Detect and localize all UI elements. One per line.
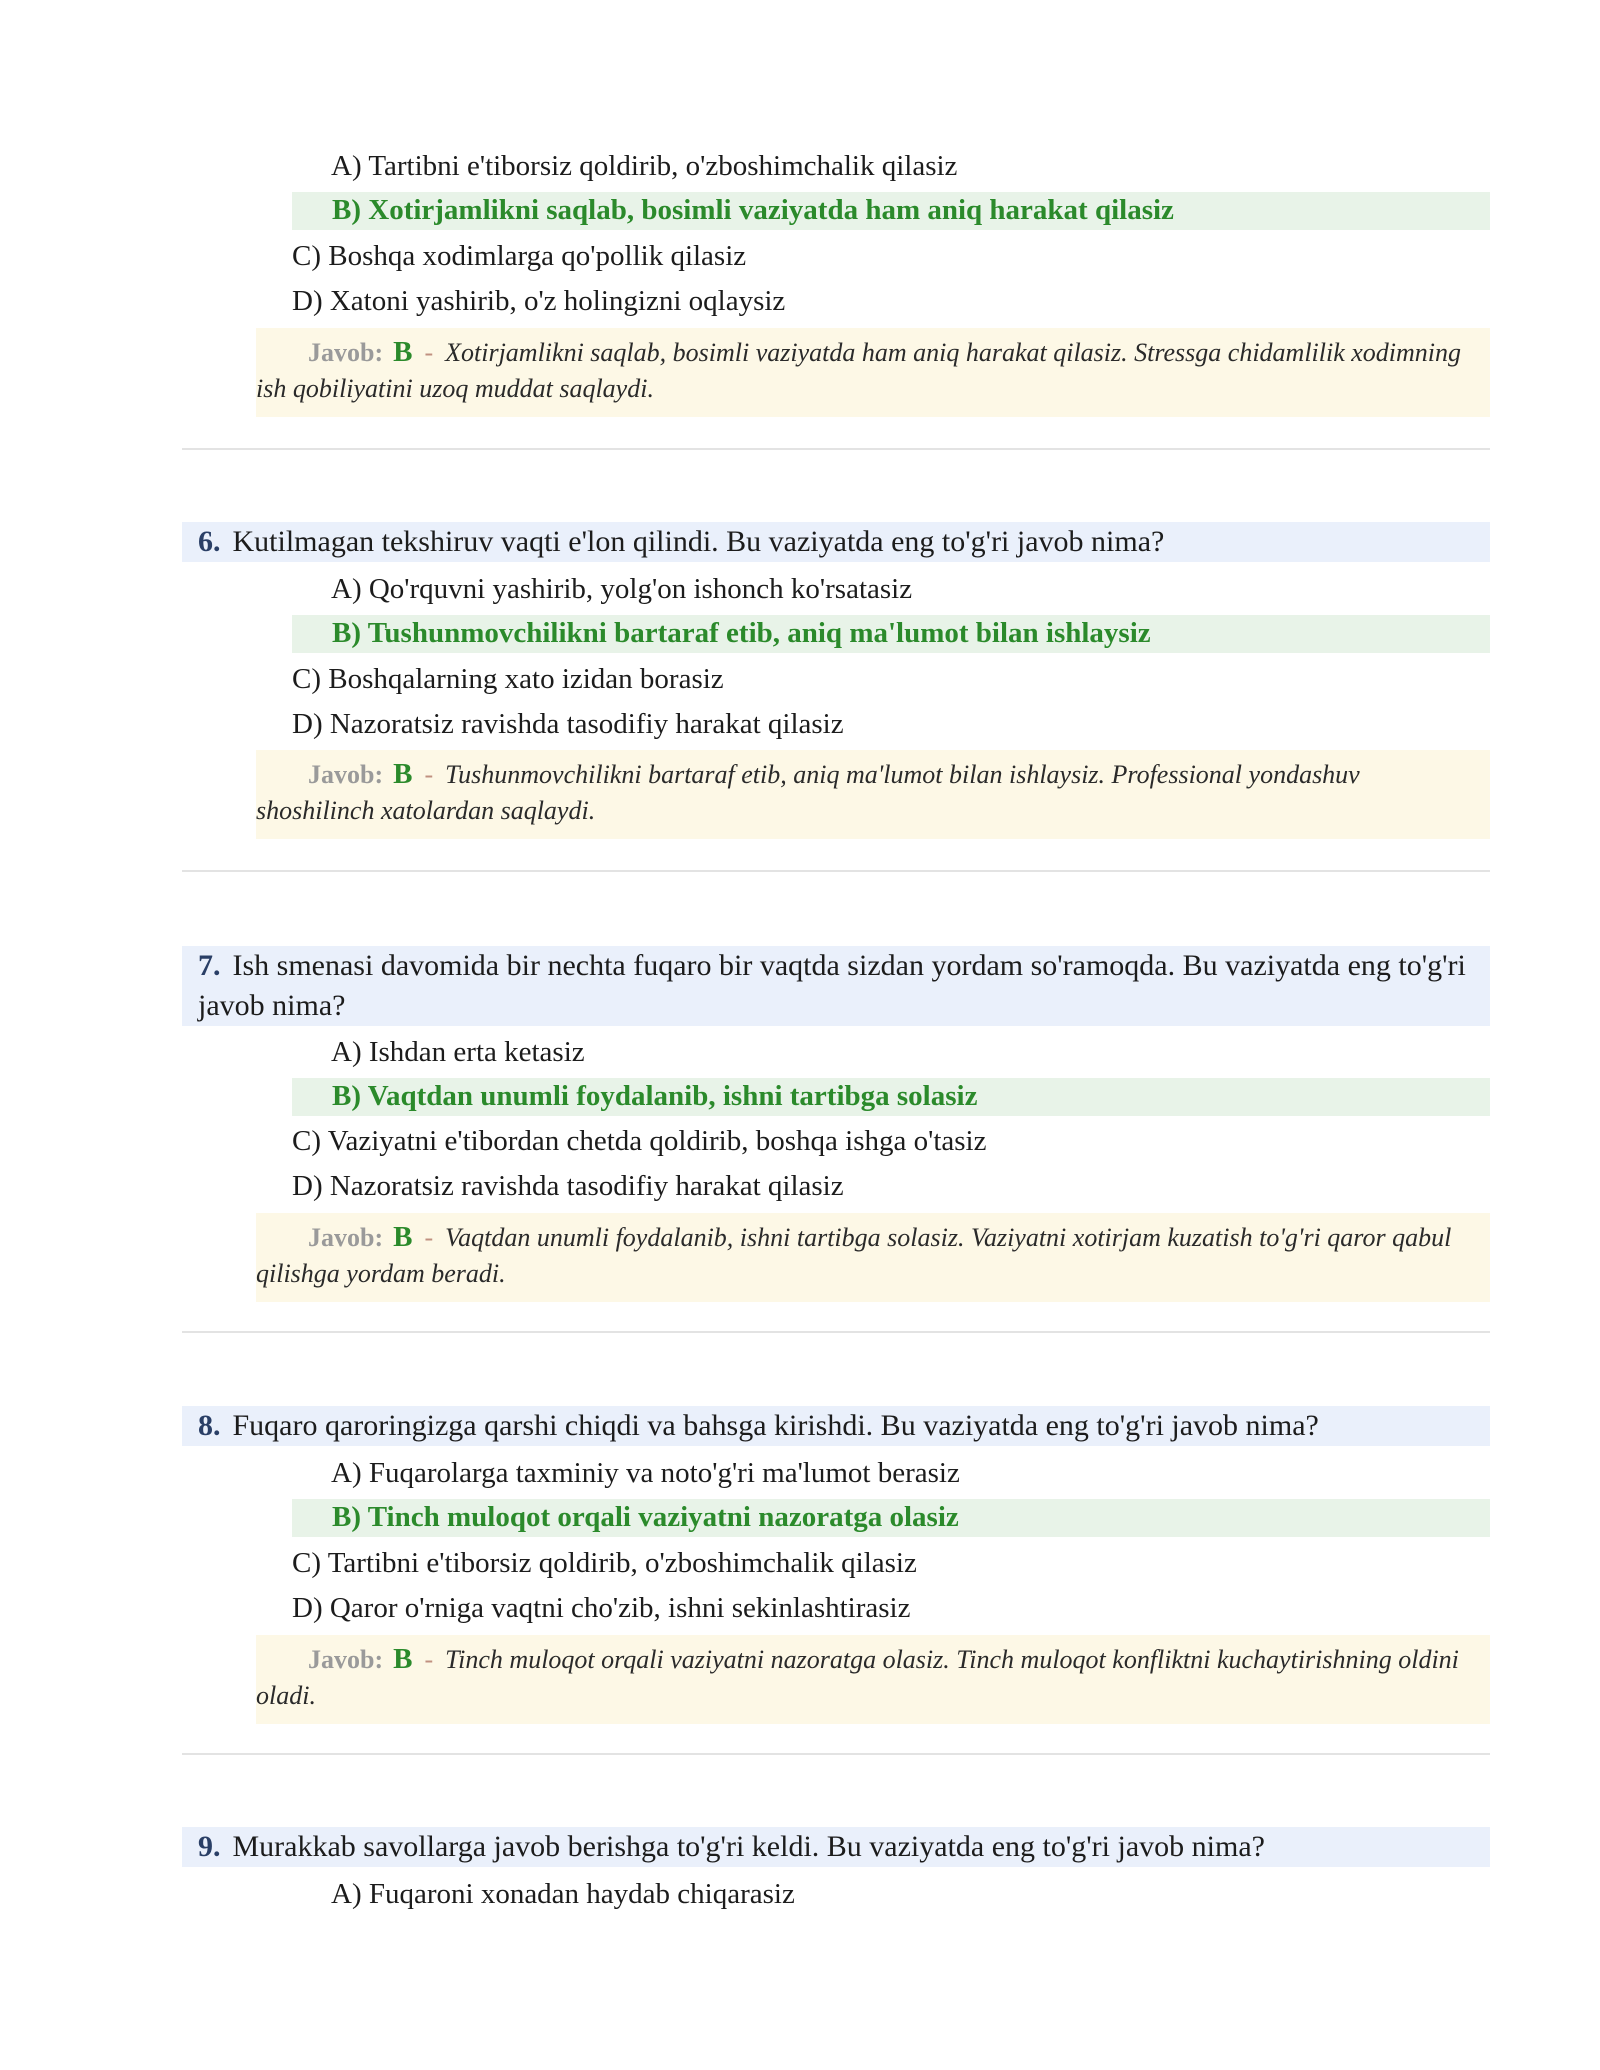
answer-explanation: Vaqtdan unumli foydalanib, ishni tartibga solasiz. Vaziyatni xotirjam kuzatish to'g'ri qaror qabul qilishga yordam beradi. [256,1223,1452,1288]
answer-box [256,328,1490,417]
option-b-correct: B) Tushunmovchilikni bartaraf etib, aniq ma'lumot bilan ishlaysiz [292,615,1490,653]
option-c: C) Boshqalarning xato izidan borasiz [292,663,724,695]
section-divider [182,1753,1490,1755]
answer-label: Javob: [308,1223,384,1252]
option-a: A) Fuqaroni xonadan haydab chiqarasiz [331,1878,795,1910]
question-8 [182,1406,1490,1446]
answer-letter: B [393,1643,413,1675]
option-b-correct: B) Vaqtdan unumli foydalanib, ishni tartibga solasiz [292,1078,1490,1116]
answer-explanation: Tinch muloqot orqali vaziyatni nazoratga olasiz. Tinch muloqot konfliktni kuchaytirishning oldini oladi. [256,1645,1459,1710]
section-divider [182,448,1490,450]
answer-box [256,1213,1490,1302]
option-c: C) Boshqa xodimlarga qo'pollik qilasiz [292,240,747,272]
answer-letter: B [393,1221,413,1253]
answer-label: Javob: [308,760,384,789]
option-d: D) Qaror o'rniga vaqtni cho'zib, ishni sekinlashtirasiz [292,1592,911,1624]
option-a: A) Qo'rquvni yashirib, yolg'on ishonch ko'rsatasiz [331,573,913,605]
option-c: C) Tartibni e'tiborsiz qoldirib, o'zboshimchalik qilasiz [292,1547,917,1579]
question-number: 7. [198,949,221,982]
answer-letter: B [393,758,413,790]
answer-dash: - [424,760,434,789]
option-a: A) Fuqarolarga taxminiy va noto'g'ri ma'lumot berasiz [331,1457,960,1489]
option-d: D) Nazoratsiz ravishda tasodifiy harakat qilasiz [292,708,844,740]
answer-dash: - [424,1223,434,1252]
question-text: Murakkab savollarga javob berishga to'g'ri keldi. Bu vaziyatda eng to'g'ri javob nima? [232,1830,1265,1863]
question-number: 8. [198,1409,221,1442]
option-d: D) Xatoni yashirib, o'z holingizni oqlaysiz [292,285,786,317]
option-a: A) Tartibni e'tiborsiz qoldirib, o'zboshimchalik qilasiz [331,150,958,182]
answer-box [256,1635,1490,1724]
answer-explanation: Tushunmovchilikni bartaraf etib, aniq ma'lumot bilan ishlaysiz. Professional yondashuv shoshilinch xatolardan saqlaydi. [256,760,1360,825]
question-number: 9. [198,1830,221,1863]
answer-explanation: Xotirjamlikni saqlab, bosimli vaziyatda ham aniq harakat qilasiz. Stressga chidamlilik xodimning ish qobiliyatini uzoq muddat saqlaydi. [256,338,1462,403]
answer-box [256,750,1490,839]
answer-label: Javob: [308,1645,384,1674]
question-text: Ish smenasi davomida bir nechta fuqaro bir vaqtda sizdan yordam so'ramoqda. Bu vaziyatda eng to'g'ri javob nima? [198,949,1466,1022]
answer-dash: - [424,338,434,367]
question-9 [182,1827,1490,1867]
question-text: Kutilmagan tekshiruv vaqti e'lon qilindi. Bu vaziyatda eng to'g'ri javob nima? [232,525,1165,558]
question-7 [182,946,1490,1026]
question-text: Fuqaro qaroringizga qarshi chiqdi va bahsga kirishdi. Bu vaziyatda eng to'g'ri javob nima? [232,1409,1319,1442]
answer-label: Javob: [308,338,384,367]
section-divider [182,1331,1490,1333]
option-c: C) Vaziyatni e'tibordan chetda qoldirib, boshqa ishga o'tasiz [292,1125,987,1157]
option-a: A) Ishdan erta ketasiz [331,1036,585,1068]
section-divider [182,870,1490,872]
option-b-correct: B) Tinch muloqot orqali vaziyatni nazoratga olasiz [292,1499,1490,1537]
question-number: 6. [198,525,221,558]
answer-letter: B [393,336,413,368]
answer-dash: - [424,1645,434,1674]
option-d: D) Nazoratsiz ravishda tasodifiy harakat qilasiz [292,1170,844,1202]
question-6 [182,522,1490,562]
option-b-correct: B) Xotirjamlikni saqlab, bosimli vaziyatda ham aniq harakat qilasiz [292,192,1490,230]
